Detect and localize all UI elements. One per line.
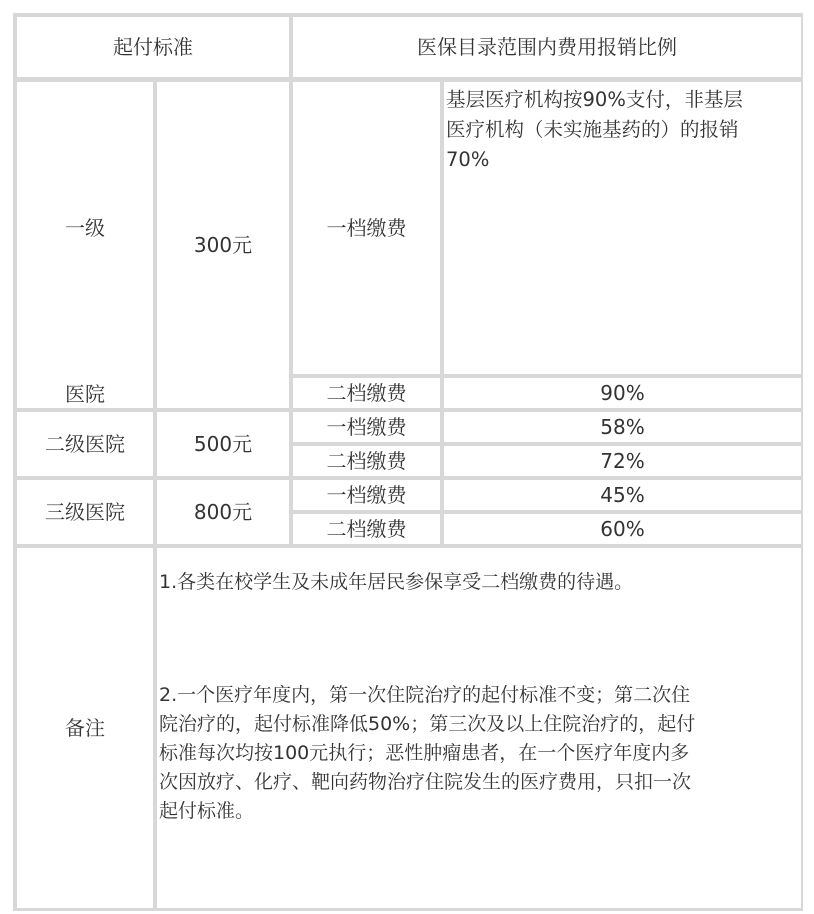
level3-tier1-label: 一档缴费	[293, 480, 440, 510]
level1-cell	[17, 82, 153, 408]
level2-tier2-ratio: 72%	[444, 446, 801, 476]
level1-tier2-ratio: 90%	[444, 378, 801, 408]
level1-tier2-label: 二档缴费	[293, 378, 440, 408]
notes-label: 备注	[17, 548, 153, 908]
header-ratio: 医保目录范围内费用报销比例	[293, 17, 801, 77]
level1-threshold: 300元	[157, 82, 289, 408]
level2-label: 二级医院	[17, 412, 153, 476]
level1-tier1-ratio-line3: 70%	[446, 148, 490, 171]
level3-threshold: 800元	[157, 480, 289, 544]
note-2-line1: 2.一个医疗年度内，第一次住院治疗的起付标准不变；第二次住	[159, 684, 691, 706]
notes-content	[157, 548, 801, 908]
level1-tier1-ratio-line2: 医疗机构（未实施基药的）的报销	[446, 118, 739, 141]
level3-tier2-label: 二档缴费	[293, 514, 440, 544]
note-1: 1.各类在校学生及未成年居民参保享受二档缴费的待遇。	[159, 571, 634, 593]
level3-tier1-ratio: 45%	[444, 480, 801, 510]
level1-tier1-ratio-line1: 基层医疗机构按90%支付，非基层	[446, 88, 743, 111]
note-2-line2: 院治疗的，起付标准降低50%；第三次及以上住院治疗的，起付	[159, 713, 696, 735]
header-threshold: 起付标准	[17, 17, 289, 77]
level1-tier1-label: 一档缴费	[293, 82, 440, 374]
level2-tier2-label: 二档缴费	[293, 446, 440, 476]
level1-tier1-ratio	[444, 82, 801, 374]
level1-label-line1: 一级	[65, 216, 105, 240]
level3-label: 三级医院	[17, 480, 153, 544]
note-2-line3: 标准每次均按100元执行；恶性肿瘤患者，在一个医疗年度内多	[159, 742, 690, 764]
level2-tier1-ratio: 58%	[444, 412, 801, 442]
note-2-line4: 次因放疗、化疗、靶向药物治疗住院发生的医疗费用，只扣一次	[159, 771, 692, 793]
level3-tier2-ratio: 60%	[444, 514, 801, 544]
level2-tier1-label: 一档缴费	[293, 412, 440, 442]
note-2	[159, 681, 695, 826]
level1-label-line2: 医院	[65, 382, 105, 406]
note-2-line5: 起付标准。	[159, 800, 255, 822]
level2-threshold: 500元	[157, 412, 289, 476]
